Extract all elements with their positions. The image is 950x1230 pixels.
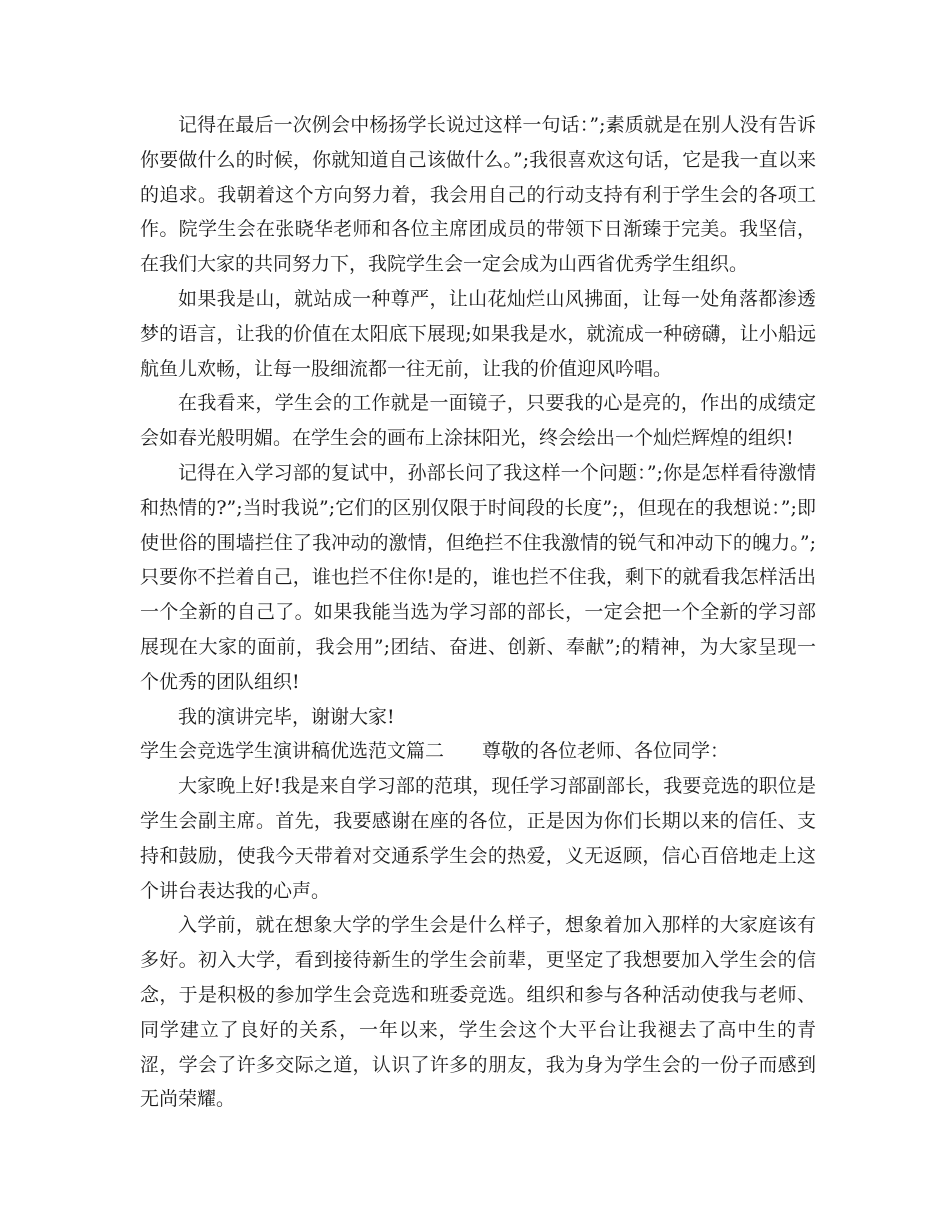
paragraph: 在我看来，学生会的工作就是一面镜子，只要我的心是亮的，作出的成绩定会如春光般明媚。在学生会的画布上涂抹阳光，终会绘出一个灿烂辉煌的组织! [140, 392, 816, 450]
document-body [140, 108, 816, 1117]
paragraph: 记得在最后一次例会中杨扬学长说过这样一句话：”;素质就是在别人没有告诉你要做什么的时候，你就知道自己该做什么。”;我很喜欢这句话，它是我一直以来的追求。我朝着这个方向努力着，我会用自己的行动支持有利于学生会的各项工作。院学生会在张晓华老师和各位主席团成员的带领下日渐臻于完美。我坚信，在我们大家的共同努力下，我院学生会一定会成为山西省优秀学生组织。 [140, 114, 816, 276]
paragraph: 我的演讲完毕，谢谢大家! [178, 705, 395, 728]
paragraph: 记得在入学习部的复试中，孙部长问了我这样一个问题：”;你是怎样看待激情和热情的?”;当时我说”;它们的区别仅限于时间段的长度”;，但现在的我想说：”;即使世俗的围墙拦住了我冲动的激情，但绝拦不住我激情的锐气和冲动下的魄力。”;只要你不拦着自己，谁也拦不住你!是的，谁也拦不住我，剩下的就看我怎样活出一个全新的自己了。如果我能当选为学习部的部长，一定会把一个全新的学习部展现在大家的面前，我会用”;团结、奋进、创新、奉献”;的精神，为大家呈现一个优秀的团队组织! [140, 461, 816, 693]
paragraph: 如果我是山，就站成一种尊严，让山花灿烂山风拂面，让每一处角落都渗透梦的语言，让我的价值在太阳底下展现;如果我是水，就流成一种磅礴，让小船远航鱼儿欢畅，让每一股细流都一往无前，让我的价值迎风吟唱。 [140, 287, 816, 380]
paragraph: 大家晚上好!我是来自学习部的范琪，现任学习部副部长，我要竞选的职位是学生会副主席。首先，我要感谢在座的各位，正是因为你们长期以来的信任、支持和鼓励，使我今天带着对交通系学生会的热爱，义无返顾，信心百倍地走上这个讲台表达我的心声。 [140, 775, 816, 902]
section-heading: 学生会竞选学生演讲稿优选范文篇二 尊敬的各位老师、各位同学： [140, 740, 730, 763]
paragraph: 入学前，就在想象大学的学生会是什么样子，想象着加入那样的大家庭该有多好。初入大学，看到接待新生的学生会前辈，更坚定了我想要加入学生会的信念，于是积极的参加学生会竞选和班委竞选。组织和参与各种活动使我与老师、同学建立了良好的关系，一年以来，学生会这个大平台让我褪去了高中生的青涩，学会了许多交际之道，认识了许多的朋友，我为身为学生会的一份子而感到无尚荣耀。 [140, 914, 816, 1111]
